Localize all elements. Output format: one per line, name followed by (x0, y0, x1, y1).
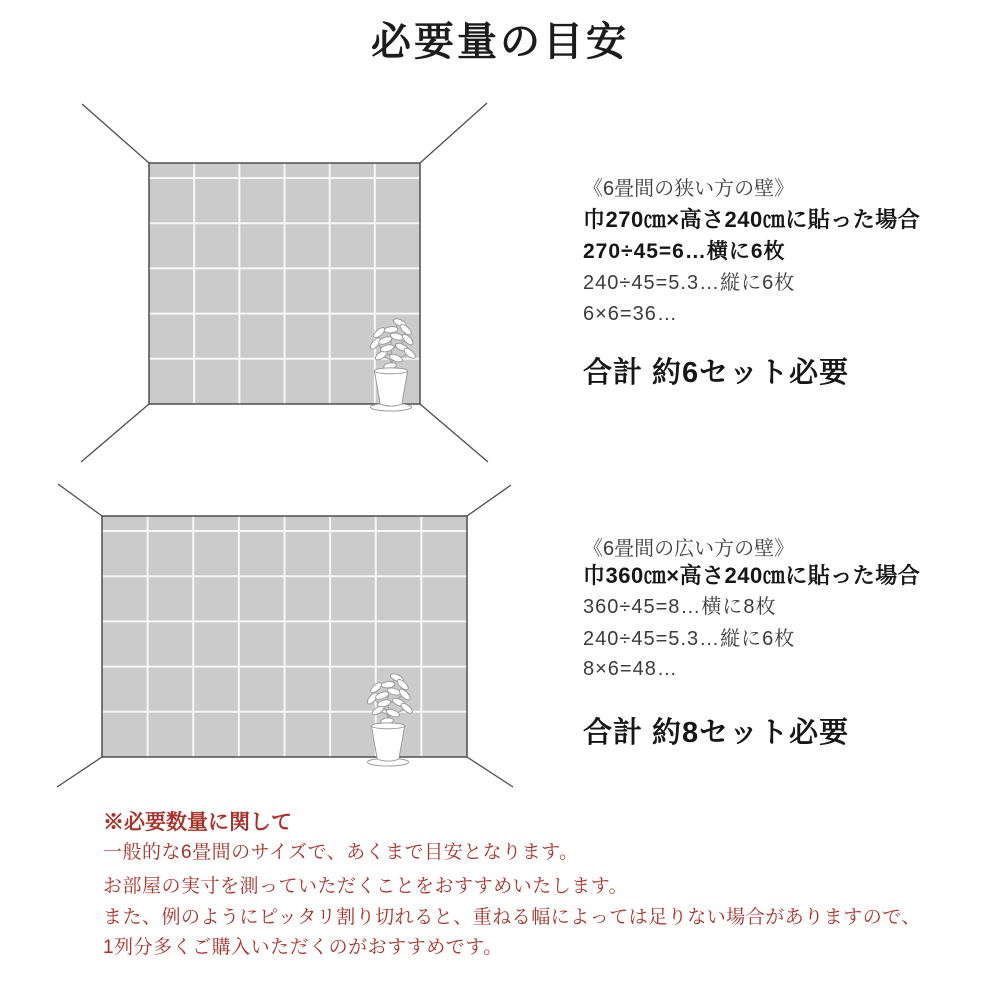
note-line-4: 1列分多くご購入いただくのがおすすめです。 (103, 937, 503, 958)
section-narrow-total: 合計 約6セット必要 (583, 357, 850, 389)
note-line-3: また、例のようにピッタリ割り切れると、重ねる幅によっては足りない場合がありますので、 (103, 907, 921, 928)
section-narrow-case: 巾270㎝×高さ240㎝に貼った場合 (583, 207, 921, 232)
ceiling-edge-left-line (58, 484, 102, 516)
page-title: 必要量の目安 (371, 19, 629, 64)
section-narrow-calc-vertical: 240÷45=5.3…縦に6枚 (583, 272, 796, 294)
ceiling-edge-right-line (467, 485, 511, 516)
note-line-1: 一般的な6畳間のサイズで、あくまで目安となります。 (103, 842, 579, 863)
section-wide-heading: 《6畳間の広い方の壁》 (583, 538, 795, 560)
section-wide-case: 巾360㎝×高さ240㎝に貼った場合 (583, 563, 921, 588)
note-title: ※必要数量に関して (103, 811, 292, 834)
section-wide-calc-multiply: 8×6=48… (583, 658, 678, 680)
floor-edge-right-line (420, 404, 488, 462)
ceiling-edge-right-line (420, 103, 487, 163)
room-illustration-narrow-wall (55, 95, 500, 470)
section-wide-calc-horizontal: 360÷45=8…横に8枚 (583, 596, 777, 618)
section-narrow-heading: 《6畳間の狭い方の壁》 (583, 178, 795, 200)
section-wide-total: 合計 約8セット必要 (583, 717, 850, 749)
tiled-wall-grid-wide (102, 516, 467, 757)
tiled-wall-grid-narrow (149, 163, 420, 404)
section-narrow-calc-horizontal: 270÷45=6…横に6枚 (583, 240, 786, 263)
room-illustration-wide-wall (50, 478, 520, 793)
floor-edge-left-line (57, 757, 102, 787)
section-narrow-calc-multiply: 6×6=36… (583, 303, 678, 325)
floor-edge-left-line (81, 404, 149, 462)
ceiling-edge-left-line (82, 104, 149, 163)
floor-edge-right-line (467, 757, 513, 787)
note-line-2: お部屋の実寸を測っていただくことをおすすめいたします。 (103, 876, 629, 897)
section-wide-calc-vertical: 240÷45=5.3…縦に6枚 (583, 628, 796, 650)
